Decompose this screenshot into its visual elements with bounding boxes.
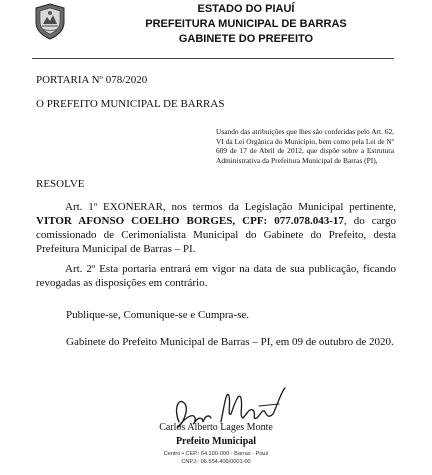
- signer-role: Prefeito Municipal: [175, 436, 257, 447]
- letterhead: [0, 0, 432, 60]
- header-divider: [32, 58, 394, 59]
- footer-cnpj: CNPJ.: 06.554.406/0001-00: [181, 459, 251, 465]
- publique-line: Publique-se, Comunique-se e Cumpra-se.: [66, 309, 249, 321]
- portaria-number: PORTARIA Nº 078/2020: [36, 74, 148, 86]
- gabinete-date-line: Gabinete do Prefeito Municipal de Barras – PI, em 09 de outubro de 2020.: [66, 336, 394, 348]
- article-1-lead: Art. 1º EXONERAR, nos termos da Legislação Municipal pertinente,: [65, 201, 396, 213]
- footer-address: Centro • CEP.: 64.100-000 · Barras · Piauí: [163, 451, 269, 457]
- header-gabinete: GABINETE DO PREFEITO: [178, 33, 314, 45]
- signer-name: Carlos Alberto Lages Monte: [159, 422, 273, 433]
- article-1-name: VITOR AFONSO COELHO BORGES, CPF: 077.078.043-17: [36, 215, 344, 227]
- ementa-text: Usando das atribuições que lhes são conferidas pelo Art. 62, VI da Lei Orgânica do Município, bem como pela Lei de Nº 609 de 17 de Abril de 2012, que dispõe sobre a Estrutura Administrativa da Prefeitura Municipal de Barras (PI),: [216, 127, 394, 165]
- article-1: [36, 200, 396, 256]
- header-state: ESTADO DO PIAUÍ: [197, 3, 295, 15]
- article-2-text: Art. 2º Esta portaria entrará em vigor na data de sua publicação, ficando revogadas as disposições em contrário.: [36, 263, 396, 289]
- prefeito-line: O PREFEITO MUNICIPAL DE BARRAS: [36, 98, 225, 110]
- resolve-heading: RESOLVE: [36, 178, 85, 190]
- article-2: [36, 262, 396, 290]
- article-1-rest: , do cargo comissionado de Cerimonialista Municipal do Gabinete do Prefeito, desta Prefeitura Municipal de Barras – PI.: [36, 215, 396, 255]
- header-prefeitura: PREFEITURA MUNICIPAL DE BARRAS: [145, 18, 347, 30]
